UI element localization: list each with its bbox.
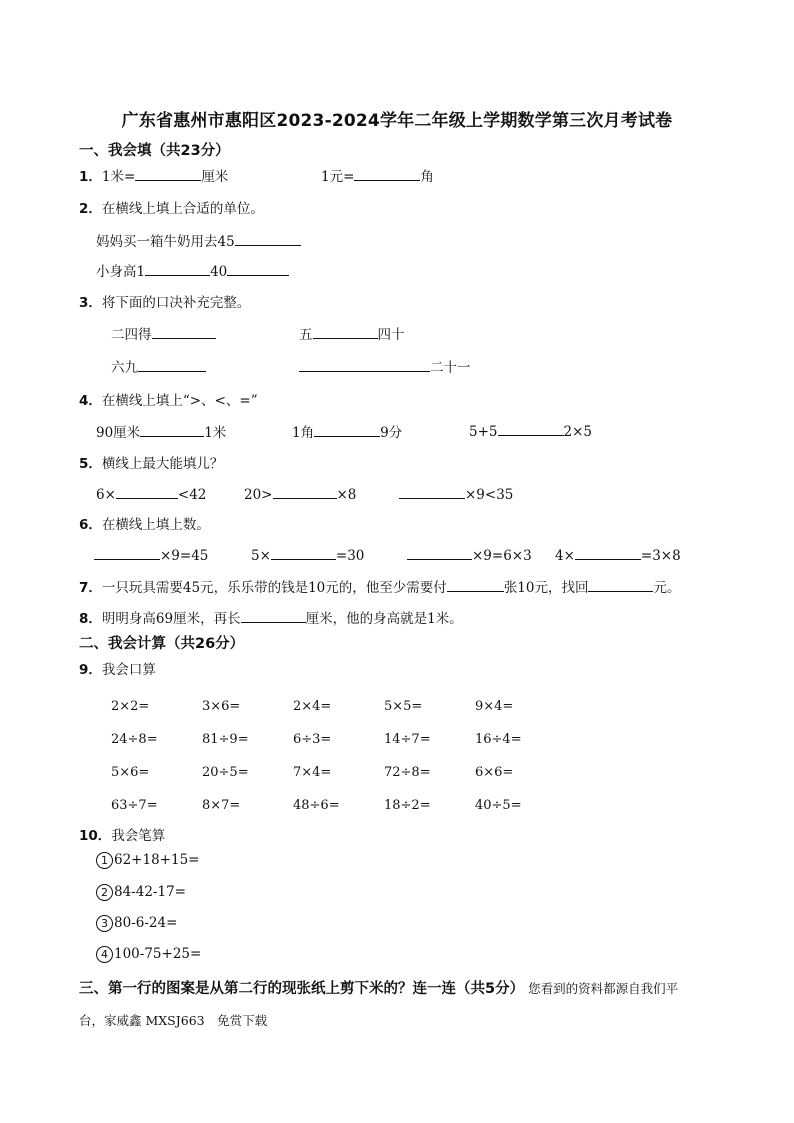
math-item: 7×4= <box>293 765 332 780</box>
list-item: 2 84-42-17= <box>96 884 186 901</box>
question-6-d: 4× =3×8 <box>555 545 681 564</box>
question-number: 4． <box>79 393 102 409</box>
list-item: 1 62+18+15= <box>96 852 199 869</box>
question-3: 3．将下面的口决补充完整。 <box>79 295 251 311</box>
page-title: 广东省惠州市惠阳区2023-2024学年二年级上学期数学第三次月考试卷 <box>121 111 673 131</box>
question-5-c: ×9<35 <box>399 484 513 503</box>
question-5-a: 6× <42 <box>96 484 206 503</box>
math-item: 5×5= <box>384 699 423 714</box>
math-item: 2×4= <box>293 699 332 714</box>
math-item: 18÷2= <box>384 798 431 813</box>
math-item: 5×6= <box>111 765 150 780</box>
answer-blank[interactable] <box>271 545 336 560</box>
answer-blank[interactable] <box>588 577 653 592</box>
answer-blank[interactable] <box>227 261 289 276</box>
question-4-a: 90厘米 1米 <box>96 421 226 441</box>
question-2: 2．在横线上填上合适的单位。 <box>79 201 264 217</box>
circled-number-icon: 2 <box>96 884 113 901</box>
table-row <box>111 789 566 822</box>
math-item: 14÷7= <box>384 732 431 747</box>
math-item: 20÷5= <box>202 765 249 780</box>
answer-blank[interactable] <box>498 421 564 436</box>
table-row <box>111 690 566 723</box>
answer-blank[interactable] <box>354 166 420 181</box>
math-item: 24÷8= <box>111 732 158 747</box>
math-item: 2×2= <box>111 699 150 714</box>
math-item: 6×6= <box>475 765 514 780</box>
answer-blank[interactable] <box>399 484 465 499</box>
answer-blank[interactable] <box>299 357 430 372</box>
question-5: 5．横线上最大能填儿？ <box>79 456 224 472</box>
question-4-c: 5+5 2×5 <box>469 421 592 440</box>
question-number: 7． <box>79 580 102 596</box>
list-item: 3 80-6-24= <box>96 915 177 932</box>
question-10: 10．我会笔算 <box>79 828 166 844</box>
answer-blank[interactable] <box>94 545 160 560</box>
question-6-b: 5× =30 <box>251 545 364 564</box>
question-4-b: 1角 9分 <box>292 421 402 441</box>
question-number: 10． <box>79 828 112 844</box>
answer-blank[interactable] <box>407 545 472 560</box>
question-5-b: 20> ×8 <box>244 484 356 503</box>
math-item: 6÷3= <box>293 732 332 747</box>
question-number: 6． <box>79 517 102 533</box>
question-6-a: ×9=45 <box>94 545 208 564</box>
section-3-heading: 三、第一行的图案是从第二行的现张纸上剪下米的？连一连（共5分） 您看到的资料都源自我们平 <box>79 981 679 997</box>
question-1b: 1元= 角 <box>321 165 434 185</box>
math-item: 9×4= <box>475 699 514 714</box>
question-1: 1．1米= 厘米 <box>79 165 228 185</box>
answer-blank[interactable] <box>135 166 201 181</box>
question-3-b: 五 四十 <box>299 323 405 343</box>
math-item: 72÷8= <box>384 765 431 780</box>
question-3-c: 六九 <box>111 356 206 376</box>
question-number: 5． <box>79 456 102 472</box>
question-6-c: ×9=6×3 <box>407 545 532 564</box>
math-item: 81÷9= <box>202 732 249 747</box>
question-number: 1． <box>79 169 102 185</box>
question-9: 9．我会口算 <box>79 662 156 678</box>
ad-text: 您看到的资料都源自我们平 <box>528 981 679 996</box>
answer-blank[interactable] <box>447 577 504 592</box>
math-item: 8×7= <box>202 798 241 813</box>
list-item: 4 100-75+25= <box>96 946 201 963</box>
math-item: 3×6= <box>202 699 241 714</box>
section-2-heading: 二、我会计算（共26分） <box>79 636 245 652</box>
question-number: 8． <box>79 611 102 627</box>
question-8: 8．明明身高69厘米，再长 厘米，他的身高就是1米。 <box>79 607 463 627</box>
answer-blank[interactable] <box>145 261 210 276</box>
question-7: 7．一只玩具需要45元，乐乐带的钱是10元的，他至少需要付 张10元，找回 元。 <box>79 576 680 596</box>
math-item: 40÷5= <box>475 798 522 813</box>
section-1-heading: 一、我会填（共23分） <box>79 143 230 159</box>
circled-number-icon: 1 <box>96 852 113 869</box>
question-number: 2． <box>79 201 102 217</box>
answer-blank[interactable] <box>235 231 301 246</box>
math-item: 63÷7= <box>111 798 158 813</box>
mental-math-grid <box>111 690 566 822</box>
question-3-d: 二十一 <box>299 356 471 376</box>
question-2-line-1: 妈妈买一箱牛奶用去45 <box>96 230 301 250</box>
answer-blank[interactable] <box>138 357 206 372</box>
table-row <box>111 723 566 756</box>
question-2-line-2: 小身高1 40 <box>96 260 289 280</box>
answer-blank[interactable] <box>273 484 337 499</box>
answer-blank[interactable] <box>116 484 178 499</box>
answer-blank[interactable] <box>575 545 641 560</box>
question-number: 9． <box>79 662 102 678</box>
answer-blank[interactable] <box>152 324 216 339</box>
math-item: 16÷4= <box>475 732 522 747</box>
ad-text-line-2: 台，家威鑫 MXSJ663 免赏下载 <box>79 1013 268 1028</box>
answer-blank[interactable] <box>241 608 306 623</box>
question-6: 6．在横线上填上数。 <box>79 517 210 533</box>
math-item: 48÷6= <box>293 798 340 813</box>
question-4: 4．在横线上填上“>、<、=” <box>79 393 258 409</box>
question-number: 3． <box>79 295 102 311</box>
answer-blank[interactable] <box>313 324 378 339</box>
circled-number-icon: 3 <box>96 915 113 932</box>
answer-blank[interactable] <box>314 422 380 437</box>
question-3-a: 二四得 <box>111 323 216 343</box>
answer-blank[interactable] <box>140 422 204 437</box>
table-row <box>111 756 566 789</box>
circled-number-icon: 4 <box>96 946 113 963</box>
